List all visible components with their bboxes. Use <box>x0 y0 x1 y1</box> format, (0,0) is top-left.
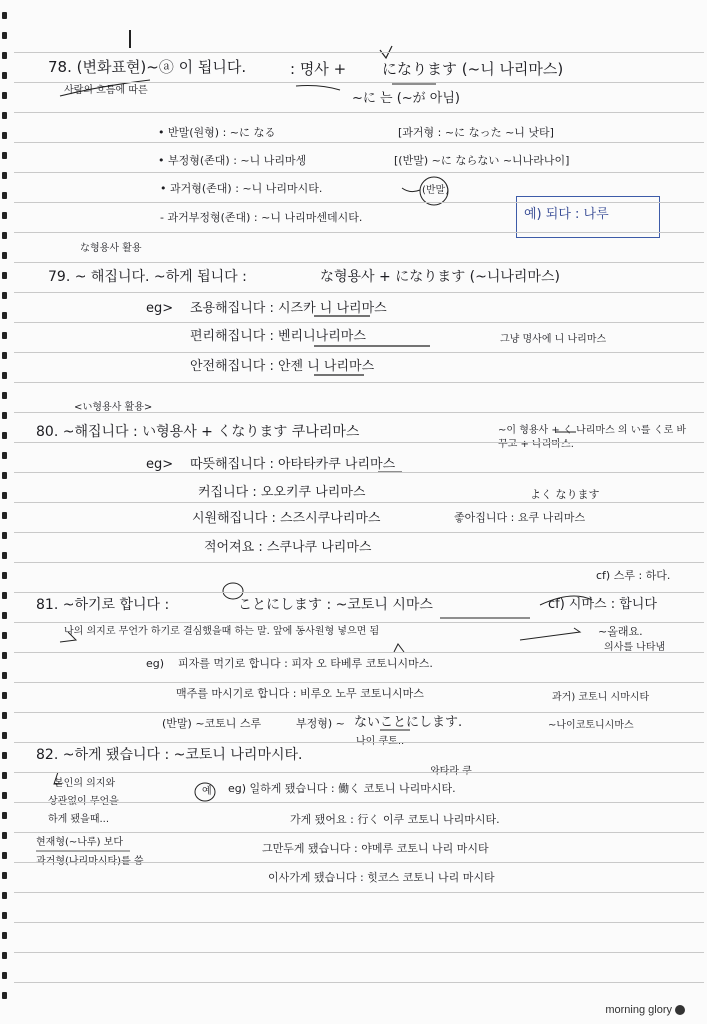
item-82-left-4: 현재형(~나루) 보다 <box>36 837 123 848</box>
ruled-line <box>14 472 704 473</box>
ruled-line <box>14 682 704 683</box>
item-81-example-3-mid: 부정형) ~ <box>296 717 345 730</box>
item-82-left-5: 과거형(나리마시타)를 씀 <box>36 856 144 867</box>
binding-hole <box>2 712 7 719</box>
ruled-line <box>14 652 704 653</box>
ruled-line <box>14 622 704 623</box>
binding-hole <box>2 312 7 319</box>
item-78-title: 78. (변화표현)~ⓐ 이 됩니다. <box>48 58 247 76</box>
item-81-note-right: ~올래요. <box>598 625 643 638</box>
ruled-line <box>14 262 704 263</box>
item-81-example-3-right: ~나이코토니시마스 <box>548 720 634 731</box>
binding-hole <box>2 792 7 799</box>
item-80-example-1: 따뜻해집니다 : 아타타카쿠 나리마스 <box>190 457 396 472</box>
item-80-example-2: 커집니다 : 오오키쿠 나리마스 <box>198 485 366 500</box>
item-82-example-2: 가게 됐어요 : 行く 이쿠 코토니 나리마시타. <box>290 813 500 826</box>
ruled-line <box>14 82 704 83</box>
ruled-line <box>14 532 704 533</box>
binding-hole <box>2 92 7 99</box>
binding-hole <box>2 972 7 979</box>
binding-hole <box>2 252 7 259</box>
binding-hole <box>2 992 7 999</box>
ruled-line <box>14 322 704 323</box>
binding-hole <box>2 472 7 479</box>
binding-hole <box>2 492 7 499</box>
item-80-eg: eg> <box>146 457 174 472</box>
item-78-bullet-3-tag: (반말) <box>422 185 450 196</box>
item-82-left-3: 하게 됐을때... <box>48 814 110 825</box>
binding-hole <box>2 152 7 159</box>
item-82-left-1: 본인의 의지와 <box>54 778 116 789</box>
ruled-line <box>14 952 704 953</box>
binding-hole <box>2 692 7 699</box>
item-82-example-1: eg) 일하게 됐습니다 : 働く 코토니 나리마시타. <box>228 782 456 795</box>
ruled-line <box>14 712 704 713</box>
ruled-line <box>14 112 704 113</box>
item-79-example-1: 조용해집니다 : 시즈카 니 나리마스 <box>190 301 387 316</box>
ruled-line <box>14 502 704 503</box>
item-81-example-1: 피자를 먹기로 합니다 : 피자 오 타베루 코토니시마스. <box>178 657 433 670</box>
item-82-top: 와타라 쿠 <box>430 766 472 777</box>
binding-hole <box>2 612 7 619</box>
item-81-right-top: cf) 스루 : 하다. <box>596 569 671 582</box>
ruled-line <box>14 352 704 353</box>
binding-hole <box>2 52 7 59</box>
item-81-example-3-sub: 나이 쿠토.. <box>356 736 405 747</box>
binding-hole <box>2 632 7 639</box>
item-81-right: cf) 시마스 : 합니다 <box>548 597 657 612</box>
item-82-left-2: 상관없이 무언을 <box>48 796 119 807</box>
binding-hole <box>2 292 7 299</box>
item-81-eg: eg) <box>146 657 165 670</box>
item-82-title: 82. ~하게 됐습니다 : ~코토니 나리마시타. <box>36 747 303 763</box>
binding-hole <box>2 812 7 819</box>
item-79-formula: な형용사 + になります (~니나리마스) <box>320 269 560 285</box>
binding-hole <box>2 372 7 379</box>
text-cursor <box>129 30 131 48</box>
binding-hole <box>2 232 7 239</box>
ruled-line <box>14 922 704 923</box>
ruled-line <box>14 802 704 803</box>
binding-hole <box>2 672 7 679</box>
ruled-line <box>14 142 704 143</box>
item-80-example-3: 시원해집니다 : 스즈시쿠나리마스 <box>192 511 381 526</box>
binding-hole <box>2 132 7 139</box>
brand-footer <box>605 1004 685 1016</box>
binding-hole <box>2 752 7 759</box>
ruled-line <box>14 52 704 53</box>
item-81-example-3-left: (반말) ~코토니 스루 <box>162 717 262 730</box>
item-81-example-3-jp: ないことにします. <box>354 715 463 730</box>
binding-hole <box>2 772 7 779</box>
item-78-box-text: 예) 되다 : 나루 <box>524 207 609 222</box>
binding-hole <box>2 32 7 39</box>
binding-hole <box>2 192 7 199</box>
binding-hole <box>2 172 7 179</box>
binding-hole <box>2 832 7 839</box>
binding-hole <box>2 72 7 79</box>
binding-hole <box>2 112 7 119</box>
item-81-title: 81. ~하기로 합니다 : <box>36 597 170 613</box>
item-79-title: 79. ~ 해집니다. ~하게 됩니다 : <box>48 269 247 285</box>
ruled-line <box>14 892 704 893</box>
binding-hole <box>2 212 7 219</box>
item-78-subnote: 사람의 흐름에 따른 <box>64 85 148 96</box>
item-78-colon: : 명사 + <box>290 60 347 78</box>
arrow-81 <box>520 628 580 640</box>
ruled-line <box>14 442 704 443</box>
binding-hole <box>2 552 7 559</box>
binding-hole <box>2 952 7 959</box>
item-78-bullet-1: • 반말(원형) : ~に なる <box>158 126 276 139</box>
item-79-example-2: 편리해집니다 : 벤리니나리마스 <box>190 329 366 344</box>
ruled-line <box>14 292 704 293</box>
ruled-line <box>14 742 704 743</box>
item-78-bullet-4: - 과거부정형(존대) : ~니 나리마센데시타. <box>160 211 363 224</box>
ruled-line <box>14 382 704 383</box>
binding-hole <box>2 272 7 279</box>
item-82-circle: 예 <box>202 786 212 797</box>
binding-hole <box>2 392 7 399</box>
binding-hole <box>2 572 7 579</box>
ruled-line <box>14 772 704 773</box>
ruled-line <box>14 202 704 203</box>
binding-hole <box>2 12 7 19</box>
binding-hole <box>2 432 7 439</box>
binding-hole <box>2 412 7 419</box>
brand-name: morning glory <box>605 1004 672 1016</box>
item-78-note2: ~に 는 (~が 아님) <box>352 91 460 106</box>
item-80-note: ~이 형용사 + く 나리마스 의 い를 く로 바꾸고 + 나리마스. <box>498 425 687 450</box>
item-80-example-4: 좋아집니다 : 요쿠 나리마스 <box>454 511 586 524</box>
item-78-bullet-1-right: [과거형 : ~に なった ~니 낫타] <box>398 126 554 139</box>
item-80-example-5: 적어져요 : 스쿠나쿠 나리마스 <box>204 540 372 555</box>
binding-hole <box>2 872 7 879</box>
item-81-example-2: 맥주를 마시기로 합니다 : 비루오 노무 코토니시마스 <box>176 687 424 700</box>
binding-hole <box>2 332 7 339</box>
ruled-line <box>14 562 704 563</box>
binding-hole <box>2 512 7 519</box>
ruled-line <box>14 982 704 983</box>
binding-hole <box>2 732 7 739</box>
item-81-note: 나의 의지로 무언가 하기로 결심했을때 하는 말. 앞에 동사원형 넣으면 됨 <box>64 626 380 637</box>
item-78-bullet-2: • 부정형(존대) : ~니 나리마셍 <box>158 154 307 167</box>
item-79-example-3: 안전해집니다 : 안젠 니 나리마스 <box>190 359 375 374</box>
ruled-line <box>14 592 704 593</box>
binding-hole <box>2 532 7 539</box>
ruled-line <box>14 862 704 863</box>
item-82-example-4: 이사가게 됐습니다 : 힛코스 코토니 나리 마시타 <box>268 871 495 884</box>
item-80-example-4-jp: よく なります <box>530 488 600 501</box>
item-79-eg: eg> <box>146 301 174 316</box>
item-78-bullet-2-right: [(반말) ~に ならない ~니나라나이] <box>394 154 570 167</box>
ruled-line <box>14 172 704 173</box>
item-81-example-2-right: 과거) 코토니 시마시타 <box>552 692 650 703</box>
item-79-above: な형용사 활용 <box>80 243 142 254</box>
item-78-bullet-3: • 과거형(존대) : ~니 나리마시타. <box>160 182 323 195</box>
binding-hole <box>2 892 7 899</box>
flower-icon <box>675 1005 685 1015</box>
binding-hole <box>2 452 7 459</box>
ruled-line <box>14 232 704 233</box>
ruled-line <box>14 412 704 413</box>
item-78-formula: になります (~니 나리마스) <box>382 60 564 78</box>
binding-hole <box>2 652 7 659</box>
binding-hole <box>2 852 7 859</box>
item-81-formula: ことにします : ~코토니 시마스 <box>238 597 433 613</box>
binding-holes <box>2 0 10 1024</box>
item-79-example-2-note: 그냥 명사에 니 나리마스 <box>500 334 607 345</box>
ruled-line <box>14 832 704 833</box>
item-82-example-3: 그만두게 됐습니다 : 야메루 코토니 나리 마시타 <box>262 842 489 855</box>
binding-hole <box>2 592 7 599</box>
item-81-note-right-2: 의사를 나타냄 <box>604 642 666 653</box>
item-80-title: 80. ~해집니다 : い형용사 + くなります 쿠나리마스 <box>36 424 360 440</box>
binding-hole <box>2 352 7 359</box>
binding-hole <box>2 932 7 939</box>
item-80-above: <い형용사 활용> <box>74 402 153 413</box>
binding-hole <box>2 912 7 919</box>
